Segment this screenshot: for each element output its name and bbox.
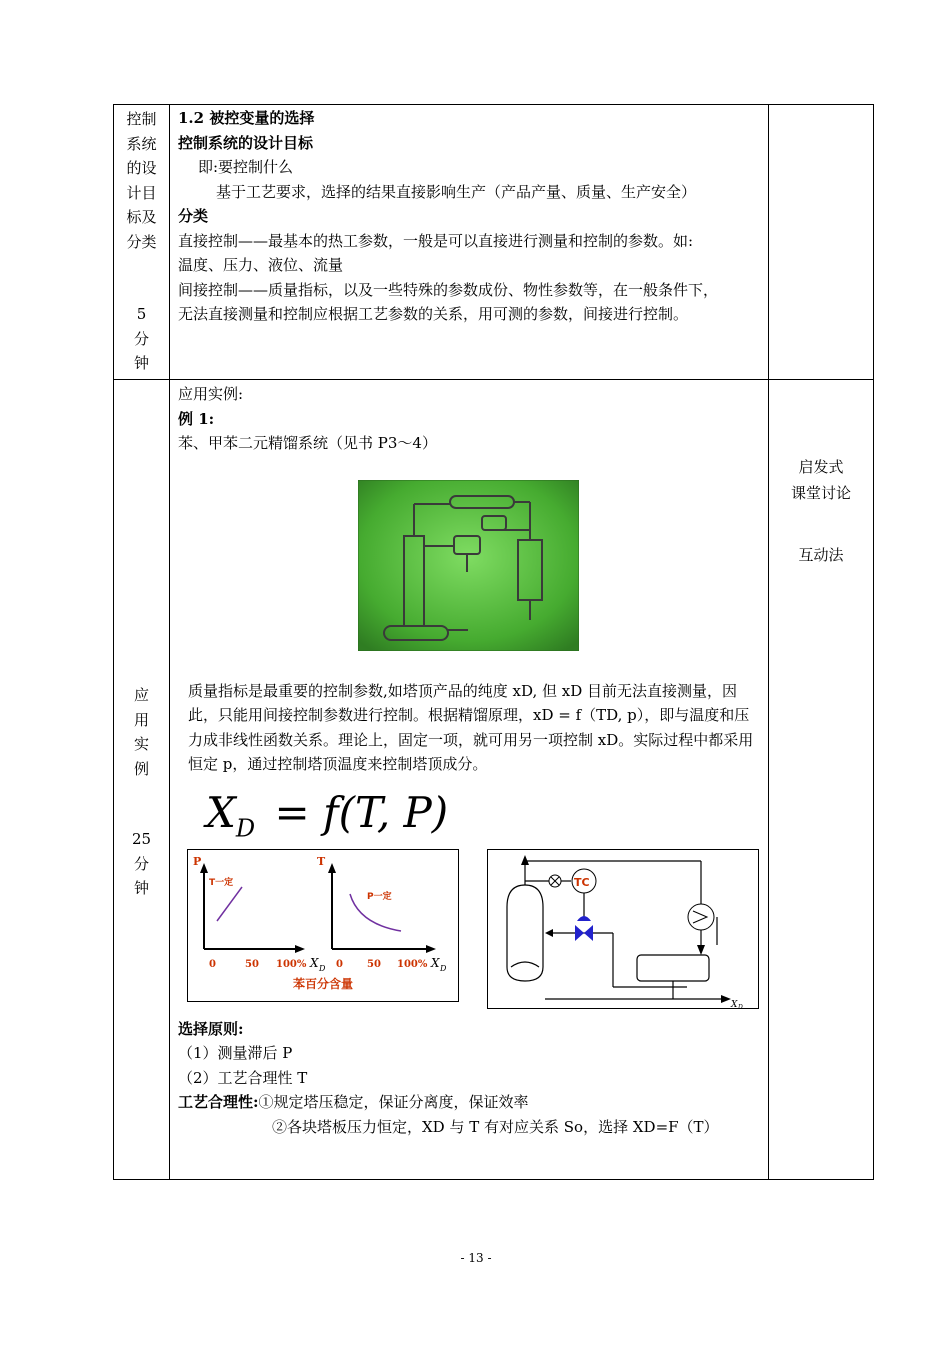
right-axis-label: T	[317, 854, 326, 868]
content-line: 间接控制——质量指标，以及一些特殊的参数成份、物性参数等，在一般条件下，	[178, 280, 719, 299]
page-number: - 13 -	[460, 1251, 492, 1265]
time-char: 分	[133, 329, 149, 348]
label-char: 用	[133, 710, 149, 729]
content-line: 基于工艺要求，选择的结果直接影响生产（产品产量、质量、生产安全）	[216, 182, 697, 201]
tick-label: 50	[245, 958, 259, 970]
method-discussion: 课堂讨论	[790, 484, 851, 502]
x-axis-sub: D	[440, 963, 447, 973]
content-line: 温度、压力、液位、流量	[178, 256, 344, 274]
row1-method-cell	[769, 105, 874, 380]
formula-sub: D	[235, 813, 256, 842]
label-char: 应	[133, 686, 149, 704]
tick-label: 50	[367, 958, 381, 970]
label-char: 计目	[126, 183, 157, 202]
reason-item: ②各块塔板压力恒定，XD 与 T 有对应关系 So，选择 XD=F（T）	[272, 1117, 719, 1136]
row-application	[114, 380, 874, 1180]
tick-label: 0	[336, 958, 343, 970]
method-heuristic: 启发式	[798, 458, 844, 476]
row2-time-label	[114, 781, 169, 901]
example-desc: 苯、甲苯二元精馏系统（见书 P3～4）	[178, 434, 437, 452]
output-var: X	[731, 999, 738, 1009]
content-line: 应用实例:	[178, 385, 244, 403]
time-char: 5	[136, 305, 147, 323]
reason-title: 工艺合理性:	[178, 1093, 259, 1111]
output-sub: D	[738, 1003, 743, 1009]
content-line: 即:要控制什么	[198, 158, 294, 176]
time-char: 25	[131, 830, 152, 848]
formula-rhs: = f(T, P)	[274, 787, 449, 837]
formula-lhs: X	[206, 787, 236, 837]
tick-label: 100%	[276, 958, 307, 970]
label-char: 控制	[126, 110, 157, 128]
row-design-goal	[114, 105, 874, 380]
quality-paragraph: 质量指标是最重要的控制参数,如塔顶产品的纯度 xD, 但 xD 目前无法直接测量，因此，只能用间接控制参数进行控制。根据精馏原理，xD = f（TD, p），即与温度和压力成非线性函数关系。理论上，固定一项，就可用另一项控制 xD。实际过程中都采用恒定 p，通过控制塔顶温度来控制塔顶成分。	[188, 681, 754, 773]
row1-time-label	[114, 254, 169, 376]
label-char: 实	[133, 735, 149, 753]
principle-item: （2）工艺合理性 T	[178, 1068, 308, 1087]
example-title: 例 1:	[178, 409, 215, 428]
method-interactive: 互动法	[798, 546, 844, 564]
relation-graphs	[187, 849, 459, 1002]
content-line: 无法直接测量和控制应根据工艺参数的关系，用可测的参数，间接进行控制。	[178, 305, 689, 323]
reason-line	[170, 1090, 768, 1115]
time-char: 分	[133, 854, 149, 873]
x-axis-var: X	[431, 955, 440, 970]
figures-row	[170, 849, 768, 1017]
row2-left-cell	[114, 380, 170, 1180]
distillation-photo-svg	[358, 480, 579, 651]
subsection-heading: 分类	[178, 207, 209, 225]
label-char: 的设	[126, 159, 157, 177]
right-curve-label: P一定	[367, 891, 392, 902]
time-char: 钟	[133, 354, 149, 372]
distillation-photo	[358, 480, 579, 651]
tick-label: 100%	[397, 958, 428, 970]
tick-label: 0	[209, 958, 216, 970]
label-char: 系统	[126, 134, 157, 153]
row2-content-cell	[170, 380, 769, 1180]
section-heading: 1.2 被控变量的选择	[178, 109, 315, 127]
row1-left-cell	[114, 105, 170, 380]
row1-topic-label	[114, 105, 169, 254]
row2-method-cell	[769, 380, 874, 1180]
label-char: 分类	[126, 232, 157, 251]
row2-topic-label	[114, 380, 169, 781]
formula	[206, 785, 768, 841]
x-axis-var: X	[310, 955, 319, 970]
tc-label: TC	[574, 875, 590, 889]
subsection-heading: 控制系统的设计目标	[178, 133, 314, 152]
label-char: 例	[133, 759, 149, 778]
lesson-table	[113, 104, 874, 1180]
principle-item: （1）测量滞后 P	[178, 1044, 293, 1062]
principle-title: 选择原则:	[178, 1019, 244, 1038]
reason-item: ①规定塔压稳定，保证分离度，保证效率	[258, 1093, 529, 1111]
time-char: 钟	[133, 879, 149, 897]
content-line: 直接控制——最基本的热工参数，一般是可以直接进行测量和控制的参数。如:	[178, 231, 694, 250]
row1-content-cell	[170, 105, 769, 380]
label-char: 标及	[126, 208, 157, 226]
left-axis-label: P	[193, 854, 202, 868]
graph-caption: 苯百分含量	[293, 976, 354, 991]
x-axis-sub: D	[319, 963, 326, 973]
control-schematic	[487, 849, 759, 1009]
left-curve-label: T一定	[209, 877, 234, 888]
